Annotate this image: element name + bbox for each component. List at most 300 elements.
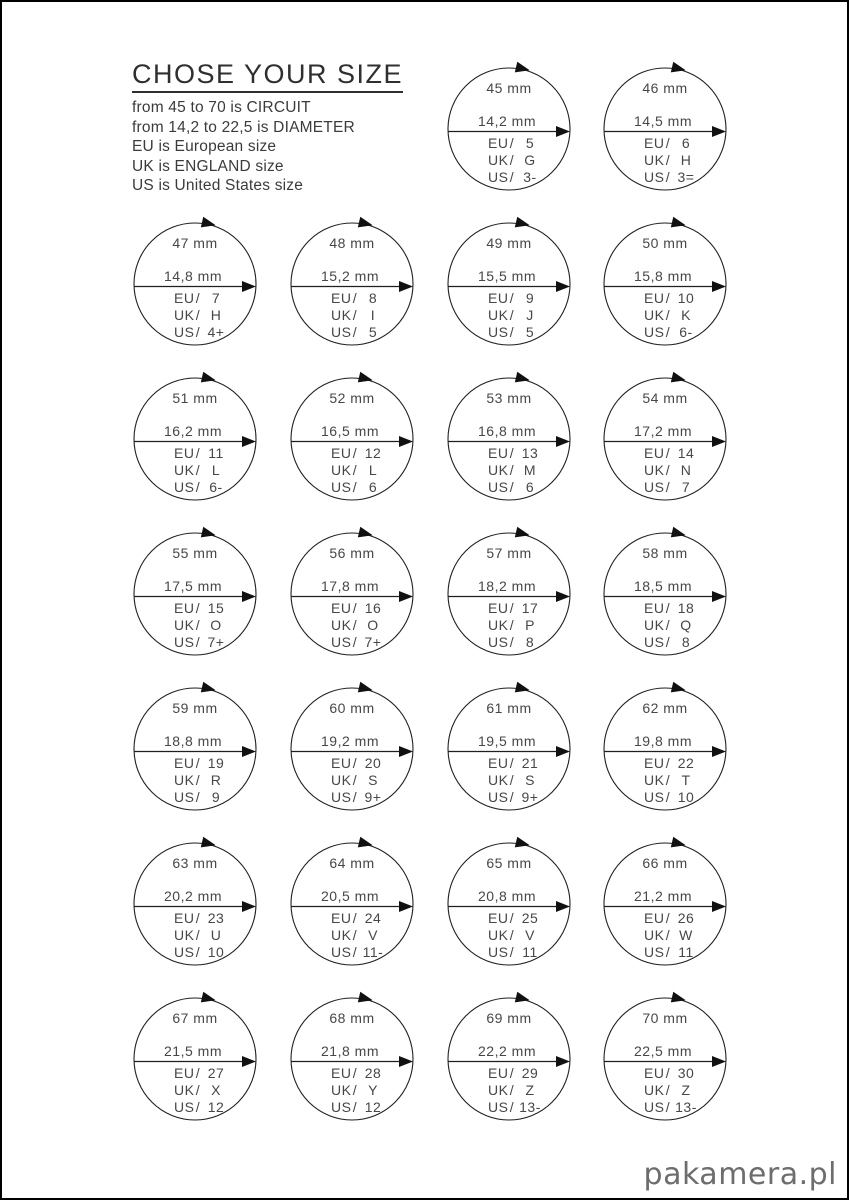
- circumference-value: 48 mm: [329, 235, 375, 251]
- eu-size-label: EU: [644, 600, 665, 616]
- eu-size-value: 9: [525, 290, 535, 306]
- uk-size-label: UK: [174, 772, 195, 788]
- circumference-value: 55 mm: [172, 545, 218, 561]
- eu-size-label: EU: [488, 135, 509, 151]
- uk-size-label: UK: [331, 617, 352, 633]
- ring-card-54mm: [590, 364, 740, 514]
- us-size-value: 10: [207, 944, 225, 960]
- uk-size-value: L: [211, 462, 221, 478]
- circumference-value: 49 mm: [486, 235, 532, 251]
- ring-card-67mm: [120, 984, 270, 1134]
- uk-size-label: UK: [331, 462, 352, 478]
- circumference-arrow-icon: [515, 527, 531, 541]
- eu-size-value: 28: [364, 1065, 382, 1081]
- us-separator: /: [352, 634, 358, 650]
- us-size-label: US: [331, 789, 352, 805]
- uk-size-value: G: [524, 152, 536, 168]
- circumference-arrow-icon: [201, 372, 217, 386]
- circumference-arrow-icon: [671, 217, 687, 231]
- us-size-label: US: [488, 789, 509, 805]
- eu-size-label: EU: [644, 290, 665, 306]
- eu-separator: /: [509, 600, 515, 616]
- us-size-value: 7+: [364, 634, 382, 650]
- diameter-value: 16,5 mm: [321, 423, 379, 439]
- us-size-value: 6: [368, 479, 378, 495]
- diameter-arrowhead-icon: [242, 746, 256, 757]
- diameter-arrowhead-icon: [399, 591, 413, 602]
- diameter-value: 16,8 mm: [478, 423, 536, 439]
- circumference-value: 57 mm: [486, 545, 532, 561]
- eu-size-label: EU: [174, 755, 195, 771]
- eu-size-value: 16: [364, 600, 382, 616]
- eu-size-value: 12: [364, 445, 382, 461]
- diameter-value: 19,2 mm: [321, 733, 379, 749]
- ring-card-48mm: [277, 209, 427, 359]
- diameter-value: 18,8 mm: [164, 733, 222, 749]
- us-size-value: 10: [677, 789, 695, 805]
- uk-separator: /: [665, 1082, 671, 1098]
- circumference-value: 68 mm: [329, 1010, 375, 1026]
- diameter-arrowhead-icon: [556, 901, 570, 912]
- us-size-label: US: [331, 1099, 352, 1115]
- uk-size-value: W: [679, 927, 693, 943]
- us-separator: /: [509, 1099, 515, 1115]
- uk-separator: /: [352, 617, 358, 633]
- eu-size-value: 20: [364, 755, 382, 771]
- uk-size-label: UK: [644, 462, 665, 478]
- title-block: [132, 59, 403, 196]
- ring-card-60mm: [277, 674, 427, 824]
- circumference-arrow-icon: [201, 527, 217, 541]
- circumference-arrow-icon: [358, 837, 374, 851]
- circumference-value: 65 mm: [486, 855, 532, 871]
- uk-size-label: UK: [644, 307, 665, 323]
- circumference-arrow-icon: [671, 682, 687, 696]
- diameter-arrowhead-icon: [242, 901, 256, 912]
- eu-separator: /: [352, 600, 358, 616]
- eu-size-value: 7: [211, 290, 221, 306]
- diameter-value: 20,8 mm: [478, 888, 536, 904]
- us-size-label: US: [644, 944, 665, 960]
- uk-size-label: UK: [488, 307, 509, 323]
- circumference-arrow-icon: [358, 992, 374, 1006]
- eu-size-value: 13: [521, 445, 539, 461]
- uk-size-value: M: [523, 462, 537, 478]
- ring-card-58mm: [590, 519, 740, 669]
- us-separator: /: [195, 479, 201, 495]
- us-size-value: 6-: [209, 479, 223, 495]
- eu-separator: /: [195, 1065, 201, 1081]
- ring-card-53mm: [434, 364, 584, 514]
- us-separator: /: [665, 324, 671, 340]
- diameter-value: 22,2 mm: [478, 1043, 536, 1059]
- ring-card-62mm: [590, 674, 740, 824]
- uk-size-value: H: [680, 152, 692, 168]
- eu-size-value: 27: [207, 1065, 225, 1081]
- us-size-value: 8: [681, 634, 691, 650]
- diameter-arrowhead-icon: [556, 436, 570, 447]
- us-size-value: 13-: [675, 1099, 697, 1115]
- uk-separator: /: [509, 772, 515, 788]
- circumference-value: 45 mm: [486, 80, 532, 96]
- diameter-arrowhead-icon: [399, 1056, 413, 1067]
- eu-separator: /: [509, 910, 515, 926]
- diameter-value: 21,5 mm: [164, 1043, 222, 1059]
- us-size-value: 8: [525, 634, 535, 650]
- eu-size-value: 29: [521, 1065, 539, 1081]
- us-size-value: 5: [525, 324, 535, 340]
- us-size-label: US: [174, 944, 195, 960]
- us-size-value: 4+: [207, 324, 225, 340]
- eu-size-value: 21: [521, 755, 539, 771]
- ring-card-52mm: [277, 364, 427, 514]
- circumference-arrow-icon: [515, 217, 531, 231]
- circumference-arrow-icon: [671, 837, 687, 851]
- uk-size-value: X: [211, 1082, 221, 1098]
- uk-size-label: UK: [331, 772, 352, 788]
- uk-separator: /: [195, 772, 201, 788]
- circumference-arrow-icon: [671, 992, 687, 1006]
- eu-size-label: EU: [488, 600, 509, 616]
- us-separator: /: [665, 944, 671, 960]
- diameter-arrowhead-icon: [712, 1056, 726, 1067]
- diameter-value: 15,8 mm: [634, 268, 692, 284]
- us-separator: /: [352, 479, 358, 495]
- us-separator: /: [665, 634, 671, 650]
- eu-size-label: EU: [174, 1065, 195, 1081]
- ring-card-64mm: [277, 829, 427, 979]
- uk-size-value: O: [210, 617, 222, 633]
- eu-separator: /: [195, 910, 201, 926]
- us-size-value: 12: [364, 1099, 382, 1115]
- uk-separator: /: [352, 1082, 358, 1098]
- us-size-value: 13-: [519, 1099, 541, 1115]
- us-separator: /: [509, 479, 515, 495]
- circumference-value: 53 mm: [486, 390, 532, 406]
- eu-size-value: 5: [525, 135, 535, 151]
- eu-size-value: 19: [207, 755, 225, 771]
- us-size-label: US: [174, 789, 195, 805]
- uk-size-value: J: [526, 307, 534, 323]
- eu-separator: /: [352, 445, 358, 461]
- diameter-arrowhead-icon: [712, 901, 726, 912]
- circumference-arrow-icon: [201, 682, 217, 696]
- eu-size-label: EU: [488, 755, 509, 771]
- ring-card-56mm: [277, 519, 427, 669]
- us-size-value: 7: [681, 479, 691, 495]
- watermark: pakamera.pl: [643, 1157, 837, 1192]
- uk-size-value: P: [525, 617, 535, 633]
- us-separator: /: [509, 944, 515, 960]
- uk-size-label: UK: [174, 1082, 195, 1098]
- ring-card-45mm: [434, 54, 584, 204]
- eu-size-label: EU: [488, 910, 509, 926]
- eu-separator: /: [352, 755, 358, 771]
- us-size-value: 6-: [679, 324, 693, 340]
- diameter-value: 15,5 mm: [478, 268, 536, 284]
- diameter-arrowhead-icon: [712, 746, 726, 757]
- uk-size-label: UK: [644, 617, 665, 633]
- legend: [132, 98, 403, 196]
- us-separator: /: [195, 634, 201, 650]
- uk-separator: /: [195, 462, 201, 478]
- uk-size-value: T: [681, 772, 691, 788]
- ring-card-69mm: [434, 984, 584, 1134]
- uk-separator: /: [665, 617, 671, 633]
- uk-size-value: V: [368, 927, 378, 943]
- uk-size-label: UK: [488, 462, 509, 478]
- eu-size-label: EU: [331, 290, 352, 306]
- ring-card-50mm: [590, 209, 740, 359]
- us-separator: /: [352, 789, 358, 805]
- diameter-arrowhead-icon: [556, 126, 570, 137]
- eu-size-label: EU: [331, 600, 352, 616]
- us-separator: /: [195, 324, 201, 340]
- eu-separator: /: [509, 1065, 515, 1081]
- diameter-arrowhead-icon: [556, 746, 570, 757]
- diameter-value: 18,5 mm: [634, 578, 692, 594]
- diameter-arrowhead-icon: [399, 746, 413, 757]
- us-size-label: US: [644, 324, 665, 340]
- uk-separator: /: [352, 307, 358, 323]
- circumference-value: 67 mm: [172, 1010, 218, 1026]
- ring-card-70mm: [590, 984, 740, 1134]
- circumference-arrow-icon: [515, 992, 531, 1006]
- eu-separator: /: [665, 445, 671, 461]
- circumference-arrow-icon: [515, 837, 531, 851]
- eu-separator: /: [195, 600, 201, 616]
- circumference-value: 64 mm: [329, 855, 375, 871]
- legend-line-diameter: from 14,2 to 22,5 is DIAMETER: [132, 118, 355, 136]
- diameter-arrowhead-icon: [712, 436, 726, 447]
- ring-card-59mm: [120, 674, 270, 824]
- uk-separator: /: [509, 927, 515, 943]
- uk-size-label: UK: [174, 617, 195, 633]
- eu-size-value: 17: [521, 600, 539, 616]
- eu-size-label: EU: [644, 910, 665, 926]
- page-title: CHOSE YOUR SIZE: [132, 59, 403, 93]
- uk-size-label: UK: [644, 927, 665, 943]
- us-size-label: US: [488, 944, 509, 960]
- circumference-value: 59 mm: [172, 700, 218, 716]
- eu-size-value: 15: [207, 600, 225, 616]
- diameter-arrowhead-icon: [556, 1056, 570, 1067]
- eu-size-label: EU: [174, 290, 195, 306]
- diameter-value: 14,2 mm: [478, 113, 536, 129]
- uk-size-value: S: [368, 772, 378, 788]
- eu-size-label: EU: [488, 445, 509, 461]
- eu-size-label: EU: [644, 755, 665, 771]
- uk-size-value: U: [210, 927, 222, 943]
- ring-card-66mm: [590, 829, 740, 979]
- us-size-value: 3-: [523, 169, 537, 185]
- circumference-arrow-icon: [515, 372, 531, 386]
- us-size-value: 3=: [677, 169, 695, 185]
- us-size-label: US: [488, 324, 509, 340]
- circumference-value: 70 mm: [642, 1010, 688, 1026]
- eu-separator: /: [509, 445, 515, 461]
- eu-separator: /: [195, 755, 201, 771]
- us-separator: /: [352, 324, 358, 340]
- eu-size-label: EU: [644, 1065, 665, 1081]
- circumference-value: 66 mm: [642, 855, 688, 871]
- uk-size-value: R: [210, 772, 222, 788]
- diameter-arrowhead-icon: [242, 1056, 256, 1067]
- us-size-value: 12: [207, 1099, 225, 1115]
- us-size-value: 6: [525, 479, 535, 495]
- us-size-label: US: [488, 169, 509, 185]
- circumference-arrow-icon: [671, 527, 687, 541]
- uk-separator: /: [665, 462, 671, 478]
- us-separator: /: [509, 789, 515, 805]
- eu-size-value: 24: [364, 910, 382, 926]
- diameter-arrowhead-icon: [556, 281, 570, 292]
- eu-size-label: EU: [174, 600, 195, 616]
- uk-size-label: UK: [331, 1082, 352, 1098]
- diameter-value: 20,5 mm: [321, 888, 379, 904]
- circumference-arrow-icon: [358, 682, 374, 696]
- us-size-label: US: [174, 479, 195, 495]
- diameter-value: 21,8 mm: [321, 1043, 379, 1059]
- circumference-value: 63 mm: [172, 855, 218, 871]
- diameter-value: 15,2 mm: [321, 268, 379, 284]
- us-size-label: US: [488, 1099, 509, 1115]
- eu-size-label: EU: [331, 755, 352, 771]
- eu-separator: /: [665, 290, 671, 306]
- uk-size-value: Z: [525, 1082, 535, 1098]
- uk-separator: /: [195, 617, 201, 633]
- uk-separator: /: [509, 617, 515, 633]
- us-size-value: 5: [368, 324, 378, 340]
- ring-card-61mm: [434, 674, 584, 824]
- diameter-arrowhead-icon: [242, 591, 256, 602]
- uk-size-value: H: [210, 307, 222, 323]
- uk-size-label: UK: [488, 1082, 509, 1098]
- us-separator: /: [665, 479, 671, 495]
- eu-separator: /: [352, 1065, 358, 1081]
- circumference-arrow-icon: [201, 837, 217, 851]
- us-separator: /: [352, 944, 358, 960]
- diameter-arrowhead-icon: [399, 281, 413, 292]
- diameter-value: 20,2 mm: [164, 888, 222, 904]
- ring-card-65mm: [434, 829, 584, 979]
- circumference-arrow-icon: [358, 372, 374, 386]
- circumference-arrow-icon: [671, 372, 687, 386]
- diameter-arrowhead-icon: [556, 591, 570, 602]
- uk-separator: /: [509, 307, 515, 323]
- circumference-value: 61 mm: [486, 700, 532, 716]
- circumference-value: 46 mm: [642, 80, 688, 96]
- diameter-arrowhead-icon: [712, 591, 726, 602]
- uk-separator: /: [509, 152, 515, 168]
- us-size-label: US: [331, 324, 352, 340]
- uk-size-value: Y: [368, 1082, 378, 1098]
- uk-size-value: I: [370, 307, 376, 323]
- us-size-label: US: [644, 789, 665, 805]
- diameter-value: 21,2 mm: [634, 888, 692, 904]
- uk-size-value: L: [368, 462, 378, 478]
- uk-separator: /: [509, 1082, 515, 1098]
- uk-size-value: O: [367, 617, 379, 633]
- uk-size-value: V: [525, 927, 535, 943]
- diameter-value: 22,5 mm: [634, 1043, 692, 1059]
- uk-separator: /: [665, 927, 671, 943]
- uk-size-value: Q: [680, 617, 692, 633]
- uk-size-label: UK: [488, 617, 509, 633]
- uk-separator: /: [195, 307, 201, 323]
- eu-size-value: 14: [677, 445, 695, 461]
- circumference-value: 50 mm: [642, 235, 688, 251]
- circumference-arrow-icon: [201, 992, 217, 1006]
- eu-size-value: 18: [677, 600, 695, 616]
- ring-card-46mm: [590, 54, 740, 204]
- us-separator: /: [665, 789, 671, 805]
- uk-size-label: UK: [488, 927, 509, 943]
- eu-separator: /: [665, 755, 671, 771]
- us-size-label: US: [174, 1099, 195, 1115]
- eu-separator: /: [509, 755, 515, 771]
- diameter-value: 14,8 mm: [164, 268, 222, 284]
- us-size-value: 11-: [362, 944, 384, 960]
- uk-size-label: UK: [331, 927, 352, 943]
- ring-card-49mm: [434, 209, 584, 359]
- diameter-value: 17,2 mm: [634, 423, 692, 439]
- eu-size-value: 22: [677, 755, 695, 771]
- uk-size-label: UK: [488, 152, 509, 168]
- ring-card-68mm: [277, 984, 427, 1134]
- circumference-value: 54 mm: [642, 390, 688, 406]
- uk-separator: /: [509, 462, 515, 478]
- legend-line-us: US is United States size: [132, 177, 304, 194]
- uk-separator: /: [665, 152, 671, 168]
- circumference-value: 52 mm: [329, 390, 375, 406]
- us-size-label: US: [174, 324, 195, 340]
- uk-size-value: S: [525, 772, 535, 788]
- uk-size-value: N: [680, 462, 692, 478]
- uk-separator: /: [195, 927, 201, 943]
- uk-size-label: UK: [331, 307, 352, 323]
- eu-size-value: 11: [208, 445, 224, 461]
- uk-size-value: Z: [681, 1082, 691, 1098]
- us-size-label: US: [644, 634, 665, 650]
- ring-card-55mm: [120, 519, 270, 669]
- circumference-value: 56 mm: [329, 545, 375, 561]
- uk-size-label: UK: [174, 462, 195, 478]
- eu-separator: /: [195, 290, 201, 306]
- us-size-label: US: [644, 1099, 665, 1115]
- uk-size-label: UK: [488, 772, 509, 788]
- eu-size-label: EU: [488, 1065, 509, 1081]
- uk-separator: /: [352, 927, 358, 943]
- diameter-value: 17,5 mm: [164, 578, 222, 594]
- us-separator: /: [509, 169, 515, 185]
- us-separator: /: [195, 789, 201, 805]
- eu-size-value: 26: [677, 910, 695, 926]
- eu-size-value: 25: [521, 910, 539, 926]
- ring-card-47mm: [120, 209, 270, 359]
- uk-size-value: K: [681, 307, 691, 323]
- us-size-label: US: [331, 634, 352, 650]
- ring-card-57mm: [434, 519, 584, 669]
- uk-size-label: UK: [644, 772, 665, 788]
- eu-size-label: EU: [174, 910, 195, 926]
- eu-separator: /: [509, 135, 515, 151]
- us-size-label: US: [644, 169, 665, 185]
- eu-separator: /: [665, 600, 671, 616]
- eu-size-label: EU: [331, 1065, 352, 1081]
- eu-size-label: EU: [644, 445, 665, 461]
- diameter-arrowhead-icon: [399, 901, 413, 912]
